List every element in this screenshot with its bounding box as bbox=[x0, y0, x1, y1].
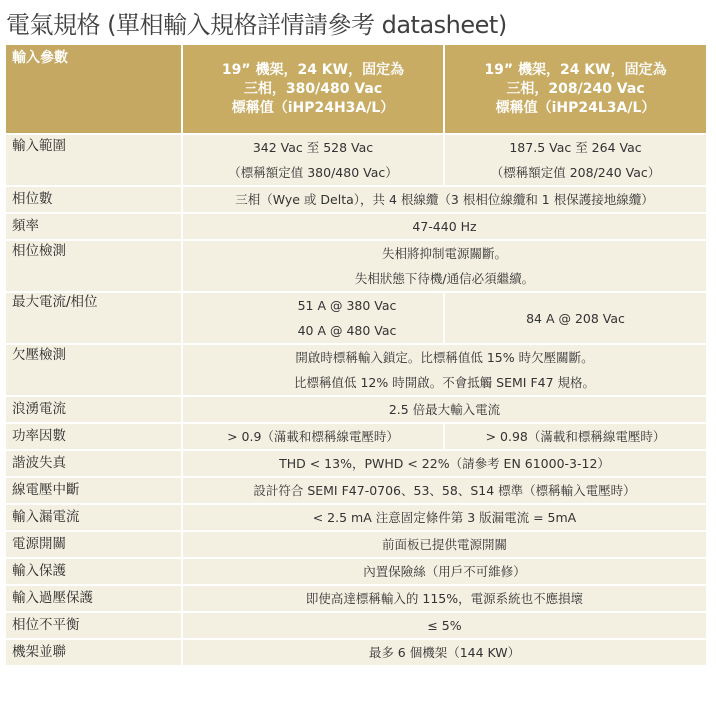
header-model-l3a-line: 三相，208/240 Vac bbox=[506, 80, 645, 97]
cell-line: （標稱額定值 208/240 Vac） bbox=[490, 165, 661, 180]
row-label: 浪湧電流 bbox=[6, 396, 182, 423]
cell-value: 內置保險絲（用戶不可維修） bbox=[182, 558, 706, 585]
page-title: 電氣規格 (單相輸入規格詳情請參考 datasheet) bbox=[6, 11, 507, 39]
cell-value: ≤ 5% bbox=[182, 612, 706, 639]
cell-line: 開啟時標稱輸入鎖定。比標稱值低 15% 時欠壓關斷。 bbox=[295, 350, 594, 365]
row-harmonic bbox=[6, 450, 706, 477]
row-label: 諧波失真 bbox=[6, 450, 182, 477]
row-frequency bbox=[6, 213, 706, 240]
table-header-row bbox=[6, 45, 706, 134]
row-label: 機架並聯 bbox=[6, 639, 182, 665]
cell-value bbox=[182, 134, 444, 186]
row-label: 相位不平衡 bbox=[6, 612, 182, 639]
row-label: 功率因數 bbox=[6, 423, 182, 450]
row-overvoltage bbox=[6, 585, 706, 612]
row-line-interrupt bbox=[6, 477, 706, 504]
row-phase-count bbox=[6, 186, 706, 213]
cell-line: 失相狀態下待機/通信必須繼續。 bbox=[354, 271, 535, 286]
row-label: 輸入過壓保護 bbox=[6, 585, 182, 612]
header-model-h3a-line: 標稱值（iHP24H3A/L） bbox=[231, 99, 395, 116]
cell-value: 84 A @ 208 Vac bbox=[444, 292, 706, 344]
header-model-h3a-line: 三相，380/480 Vac bbox=[243, 80, 383, 97]
header-model-h3a-line: 19” 機架，24 KW，固定為 bbox=[221, 61, 405, 78]
header-model-h3a bbox=[182, 45, 444, 134]
row-phase-imbalance bbox=[6, 612, 706, 639]
cell-line: 失相將抑制電源關斷。 bbox=[381, 246, 507, 261]
row-input-range bbox=[6, 134, 706, 186]
header-model-l3a-line: 19” 機架，24 KW，固定為 bbox=[484, 61, 667, 78]
cell-value: < 2.5 mA 注意固定條件第 3 版漏電流 = 5mA bbox=[182, 504, 706, 531]
row-label: 輸入漏電流 bbox=[6, 504, 182, 531]
electrical-spec-table bbox=[6, 45, 706, 665]
row-power-factor bbox=[6, 423, 706, 450]
row-rack-parallel bbox=[6, 639, 706, 665]
cell-value: 前面板已提供電源開關 bbox=[182, 531, 706, 558]
cell-line: 187.5 Vac 至 264 Vac bbox=[509, 140, 642, 155]
cell-line: 40 A @ 480 Vac bbox=[297, 323, 397, 338]
cell-value bbox=[182, 240, 706, 292]
cell-line: 51 A @ 380 Vac bbox=[297, 298, 397, 313]
row-phase-detection bbox=[6, 240, 706, 292]
row-undervoltage bbox=[6, 344, 706, 396]
cell-value: 即使高達標稱輸入的 115%，電源系統也不應損壞 bbox=[182, 585, 706, 612]
cell-value: 2.5 倍最大輸入電流 bbox=[182, 396, 706, 423]
cell-value: 47-440 Hz bbox=[182, 213, 706, 240]
header-model-l3a-line: 標稱值（iHP24L3A/L） bbox=[495, 99, 656, 116]
cell-line: （標稱額定值 380/480 Vac） bbox=[228, 165, 398, 180]
cell-value: > 0.98（滿載和標稱線電壓時） bbox=[444, 423, 706, 450]
cell-value: THD < 13%，PWHD < 22%（請參考 EN 61000-3-12） bbox=[182, 450, 706, 477]
header-param-label: 輸入參數 bbox=[6, 45, 182, 134]
row-label: 輸入範圍 bbox=[6, 134, 182, 186]
row-label: 輸入保護 bbox=[6, 558, 182, 585]
cell-line: 三相（Wye 或 Delta），共 4 根線纜（3 根相位線纜和 1 根保護接地線纜） bbox=[235, 192, 654, 207]
cell-value: > 0.9（滿載和標稱線電壓時） bbox=[182, 423, 444, 450]
row-power-switch bbox=[6, 531, 706, 558]
cell-value bbox=[182, 186, 706, 213]
cell-value bbox=[182, 344, 706, 396]
row-label: 相位檢測 bbox=[6, 240, 182, 292]
cell-value bbox=[444, 134, 706, 186]
cell-value: 設計符合 SEMI F47-0706、53、58、S14 標準（標稱輸入電壓時） bbox=[182, 477, 706, 504]
row-label: 欠壓檢測 bbox=[6, 344, 182, 396]
row-label: 最大電流/相位 bbox=[6, 292, 182, 344]
row-max-current bbox=[6, 292, 706, 344]
row-inrush bbox=[6, 396, 706, 423]
row-label: 相位數 bbox=[6, 186, 182, 213]
cell-value: 最多 6 個機架（144 KW） bbox=[182, 639, 706, 665]
header-model-l3a bbox=[444, 45, 706, 134]
row-input-protection bbox=[6, 558, 706, 585]
row-label: 線電壓中斷 bbox=[6, 477, 182, 504]
row-leakage bbox=[6, 504, 706, 531]
cell-line: 比標稱值低 12% 時開啟。不會抵觸 SEMI F47 規格。 bbox=[293, 375, 596, 390]
cell-line: 342 Vac 至 528 Vac bbox=[252, 140, 374, 155]
cell-value bbox=[182, 292, 444, 344]
row-label: 電源開關 bbox=[6, 531, 182, 558]
row-label: 頻率 bbox=[6, 213, 182, 240]
